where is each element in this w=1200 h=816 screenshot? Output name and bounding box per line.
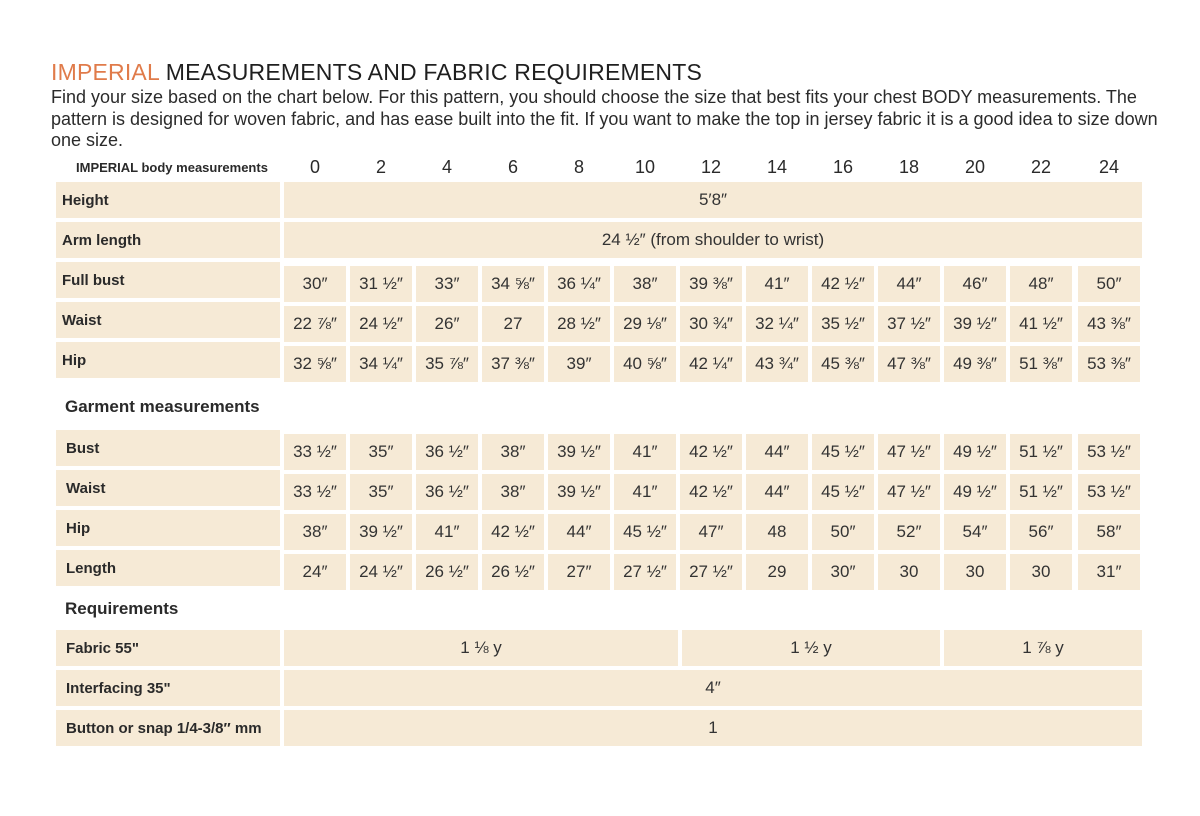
fabric-value-sizes-20-24: 1 ⅞ y [944, 630, 1142, 666]
table-cell: 30 [878, 554, 940, 590]
table-cell: 34 ¼″ [350, 346, 412, 382]
arm-length-value: 24 ½″ (from shoulder to wrist) [284, 222, 1142, 258]
table-cell: 41″ [614, 434, 676, 470]
table-cell: 35 ½″ [812, 306, 874, 342]
table-cell: 33 ½″ [284, 434, 346, 470]
table-cell: 30 [1010, 554, 1072, 590]
size-header-4: 4 [441, 157, 452, 177]
table-cell: 42 ½″ [680, 474, 742, 510]
row-label-body-hip: Hip [56, 342, 280, 378]
table-cell: 30 ¾″ [680, 306, 742, 342]
table-cell: 35″ [350, 474, 412, 510]
size-header-18: 18 [898, 157, 920, 177]
table-cell: 36 ½″ [416, 474, 478, 510]
body-measurements-header: IMPERIAL body measurements [76, 160, 268, 175]
table-cell: 32 ¼″ [746, 306, 808, 342]
table-cell: 39 ½″ [350, 514, 412, 550]
table-cell: 45 ½″ [812, 474, 874, 510]
page-title [51, 59, 702, 86]
table-cell: 36 ¼″ [548, 266, 610, 302]
table-cell: 29 [746, 554, 808, 590]
table-cell: 32 ⅝″ [284, 346, 346, 382]
table-cell: 44″ [878, 266, 940, 302]
table-cell: 30 [944, 554, 1006, 590]
table-cell: 29 ⅛″ [614, 306, 676, 342]
table-cell: 56″ [1010, 514, 1072, 550]
table-cell: 46″ [944, 266, 1006, 302]
table-cell: 27″ [548, 554, 610, 590]
table-cell: 48 [746, 514, 808, 550]
table-cell: 37 ⅜″ [482, 346, 544, 382]
table-cell: 26 ½″ [416, 554, 478, 590]
table-cell: 43 ⅜″ [1078, 306, 1140, 342]
size-header-16: 16 [832, 157, 854, 177]
table-cell: 39 ⅜″ [680, 266, 742, 302]
table-cell: 40 ⅝″ [614, 346, 676, 382]
table-cell: 45 ½″ [614, 514, 676, 550]
title-accent: IMPERIAL [51, 59, 160, 85]
table-cell: 42 ¼″ [680, 346, 742, 382]
table-cell: 30″ [812, 554, 874, 590]
size-header-8: 8 [573, 157, 584, 177]
table-cell: 50″ [812, 514, 874, 550]
fabric-value-sizes-0-10: 1 ⅛ y [284, 630, 678, 666]
table-cell: 26″ [416, 306, 478, 342]
row-label-interfacing: Interfacing 35" [56, 670, 280, 706]
table-cell: 28 ½″ [548, 306, 610, 342]
size-header-6: 6 [507, 157, 518, 177]
table-cell: 38″ [482, 474, 544, 510]
row-label-body-waist: Waist [56, 302, 280, 338]
table-cell: 31 ½″ [350, 266, 412, 302]
table-cell: 24″ [284, 554, 346, 590]
size-header-20: 20 [964, 157, 986, 177]
interfacing-value: 4″ [284, 670, 1142, 706]
table-cell: 37 ½″ [878, 306, 940, 342]
table-cell: 31″ [1078, 554, 1140, 590]
height-value: 5′8″ [284, 182, 1142, 218]
row-label-arm-length: Arm length [56, 222, 280, 258]
table-cell: 27 [482, 306, 544, 342]
table-cell: 44″ [548, 514, 610, 550]
fabric-value-sizes-12-18: 1 ½ y [682, 630, 940, 666]
table-cell: 47″ [680, 514, 742, 550]
table-cell: 41″ [746, 266, 808, 302]
table-cell: 26 ½″ [482, 554, 544, 590]
table-cell: 30″ [284, 266, 346, 302]
table-cell: 27 ½″ [680, 554, 742, 590]
row-label-garment-hip: Hip [56, 510, 280, 546]
table-cell: 51 ½″ [1010, 434, 1072, 470]
table-cell: 44″ [746, 434, 808, 470]
table-cell: 42 ½″ [680, 434, 742, 470]
table-cell: 27 ½″ [614, 554, 676, 590]
table-cell: 42 ½″ [812, 266, 874, 302]
table-cell: 49 ½″ [944, 474, 1006, 510]
table-cell: 41″ [614, 474, 676, 510]
table-cell: 44″ [746, 474, 808, 510]
button-value: 1 [284, 710, 1142, 746]
table-cell: 50″ [1078, 266, 1140, 302]
row-label-button: Button or snap 1/4-3/8″ mm [56, 710, 280, 746]
table-cell: 24 ½″ [350, 554, 412, 590]
size-header-22: 22 [1030, 157, 1052, 177]
table-cell: 47 ½″ [878, 474, 940, 510]
size-header-14: 14 [766, 157, 788, 177]
table-cell: 38″ [482, 434, 544, 470]
table-cell: 47 ½″ [878, 434, 940, 470]
table-cell: 34 ⅝″ [482, 266, 544, 302]
row-label-garment-bust: Bust [56, 430, 280, 466]
table-cell: 45 ½″ [812, 434, 874, 470]
table-cell: 35 ⅞″ [416, 346, 478, 382]
table-cell: 47 ⅜″ [878, 346, 940, 382]
table-cell: 58″ [1078, 514, 1140, 550]
garment-section-title: Garment measurements [65, 397, 260, 416]
table-cell: 49 ⅜″ [944, 346, 1006, 382]
table-cell: 41″ [416, 514, 478, 550]
row-label-garment-length: Length [56, 550, 280, 586]
table-cell: 43 ¾″ [746, 346, 808, 382]
table-cell: 36 ½″ [416, 434, 478, 470]
size-header-2: 2 [375, 157, 386, 177]
table-cell: 33 ½″ [284, 474, 346, 510]
table-cell: 53 ½″ [1078, 474, 1140, 510]
size-header-12: 12 [700, 157, 722, 177]
table-cell: 51 ½″ [1010, 474, 1072, 510]
table-cell: 41 ½″ [1010, 306, 1072, 342]
row-label-height: Height [56, 182, 280, 218]
row-label-fabric: Fabric 55" [56, 630, 280, 666]
table-cell: 45 ⅜″ [812, 346, 874, 382]
table-cell: 48″ [1010, 266, 1072, 302]
title-rest: MEASUREMENTS AND FABRIC REQUIREMENTS [159, 59, 702, 85]
table-cell: 39 ½″ [548, 434, 610, 470]
table-cell: 51 ⅜″ [1010, 346, 1072, 382]
row-label-body-full-bust: Full bust [56, 262, 280, 298]
size-header-24: 24 [1098, 157, 1120, 177]
table-cell: 39″ [548, 346, 610, 382]
table-cell: 33″ [416, 266, 478, 302]
row-label-garment-waist: Waist [56, 470, 280, 506]
size-header-10: 10 [634, 157, 656, 177]
table-cell: 22 ⅞″ [284, 306, 346, 342]
table-cell: 42 ½″ [482, 514, 544, 550]
size-header-0: 0 [309, 157, 320, 177]
table-cell: 38″ [614, 266, 676, 302]
table-cell: 54″ [944, 514, 1006, 550]
table-cell: 24 ½″ [350, 306, 412, 342]
table-cell: 38″ [284, 514, 346, 550]
table-cell: 52″ [878, 514, 940, 550]
table-cell: 39 ½″ [944, 306, 1006, 342]
table-cell: 53 ⅜″ [1078, 346, 1140, 382]
table-cell: 35″ [350, 434, 412, 470]
table-cell: 39 ½″ [548, 474, 610, 510]
table-cell: 49 ½″ [944, 434, 1006, 470]
table-cell: 53 ½″ [1078, 434, 1140, 470]
requirements-section-title: Requirements [65, 599, 179, 618]
intro-text: Find your size based on the chart below. For this pattern, you should choose the size that best fits your chest BODY measurements. The pattern is designed for woven fabric, and has ease built into the fit. If you want to make the top in jersey fabric it is a good idea to size down one size. [51, 87, 1158, 150]
